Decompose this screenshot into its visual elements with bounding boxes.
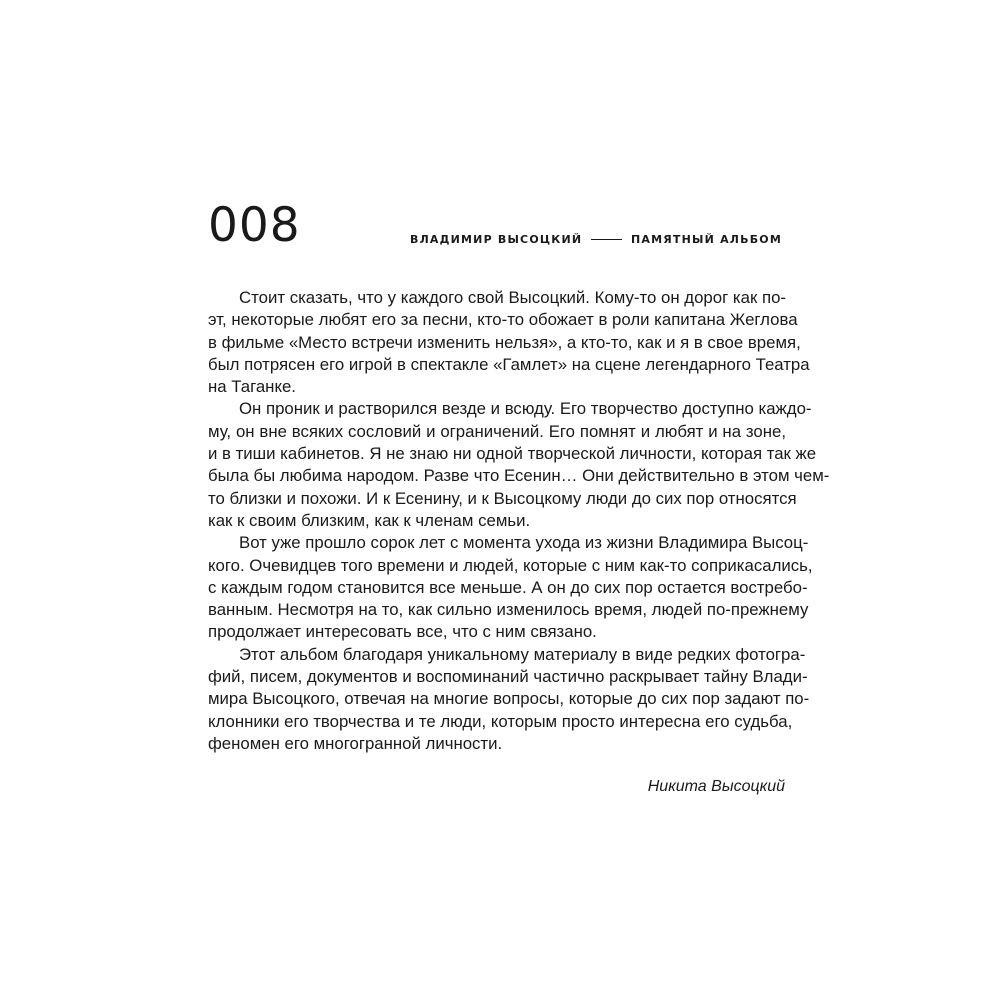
running-header — [410, 231, 782, 247]
text-line: и в тиши кабинетов. Я не знаю ни одной творческой личности, которая так же — [208, 444, 817, 464]
paragraph-2 — [208, 398, 830, 532]
paragraph-1 — [208, 287, 810, 398]
page-number: 008 — [208, 198, 301, 253]
text-line: Этот альбом благодаря уникальному материалу в виде редких фотогра- — [239, 644, 806, 664]
paragraph-3 — [208, 532, 813, 643]
text-line: Стоит сказать, что у каждого свой Высоцкий. Кому-то он дорог как по- — [239, 288, 786, 307]
text-line: феномен его многогранной личности. — [208, 733, 503, 753]
signature: Никита Высоцкий — [647, 778, 785, 795]
text-line: Он проник и растворился везде и всюду. Его творчество доступно каждо- — [239, 399, 812, 419]
text-line: с каждым годом становится все меньше. А он до сих пор остается востребо- — [208, 577, 808, 597]
header-title: ПАМЯТНЫЙ АЛЬБОМ — [631, 232, 782, 246]
text-line: была бы любима народом. Разве что Есенин… Они действительно в этом чем- — [208, 466, 830, 486]
text-line: кого. Очевидцев того времени и людей, которые с ним как-то соприкасались, — [208, 555, 813, 575]
text-line: был потрясен его игрой в спектакле «Гамлет» на сцене легендарного Театра — [208, 354, 810, 374]
paragraph-4 — [208, 644, 810, 755]
text-line: клонники его творчества и те люди, которым просто интересна его судьба, — [208, 711, 793, 731]
body-text — [208, 287, 830, 755]
header-author: ВЛАДИМИР ВЫСОЦКИЙ — [410, 232, 583, 246]
text-line: продолжает интересовать все, что с ним связано. — [208, 622, 597, 642]
text-line: Вот уже прошло сорок лет с момента ухода из жизни Владимира Высоц- — [239, 533, 809, 553]
text-line: эт, некоторые любят его за песни, кто-то обожает в роли капитана Жеглова — [208, 310, 798, 330]
text-line: ванным. Несмотря на то, как сильно изменилось время, людей по-прежнему — [208, 600, 809, 620]
header-divider — [591, 239, 622, 240]
text-line: му, он вне всяких сословий и ограничений. Его помнят и любят и на зоне, — [208, 421, 786, 441]
text-line: как к своим близким, как к членам семьи. — [208, 510, 531, 530]
text-line: фий, писем, документов и воспоминаний частично раскрывает тайну Влади- — [208, 667, 808, 687]
text-line: то близки и похожи. И к Есенину, и к Высоцкому люди до сих пор относятся — [208, 488, 797, 508]
text-line: на Таганке. — [208, 377, 296, 397]
text-line: в фильме «Место встречи изменить нельзя», а кто-то, как и я в свое время, — [208, 332, 801, 352]
text-line: мира Высоцкого, отвечая на многие вопросы, которые до сих пор задают по- — [208, 689, 810, 709]
